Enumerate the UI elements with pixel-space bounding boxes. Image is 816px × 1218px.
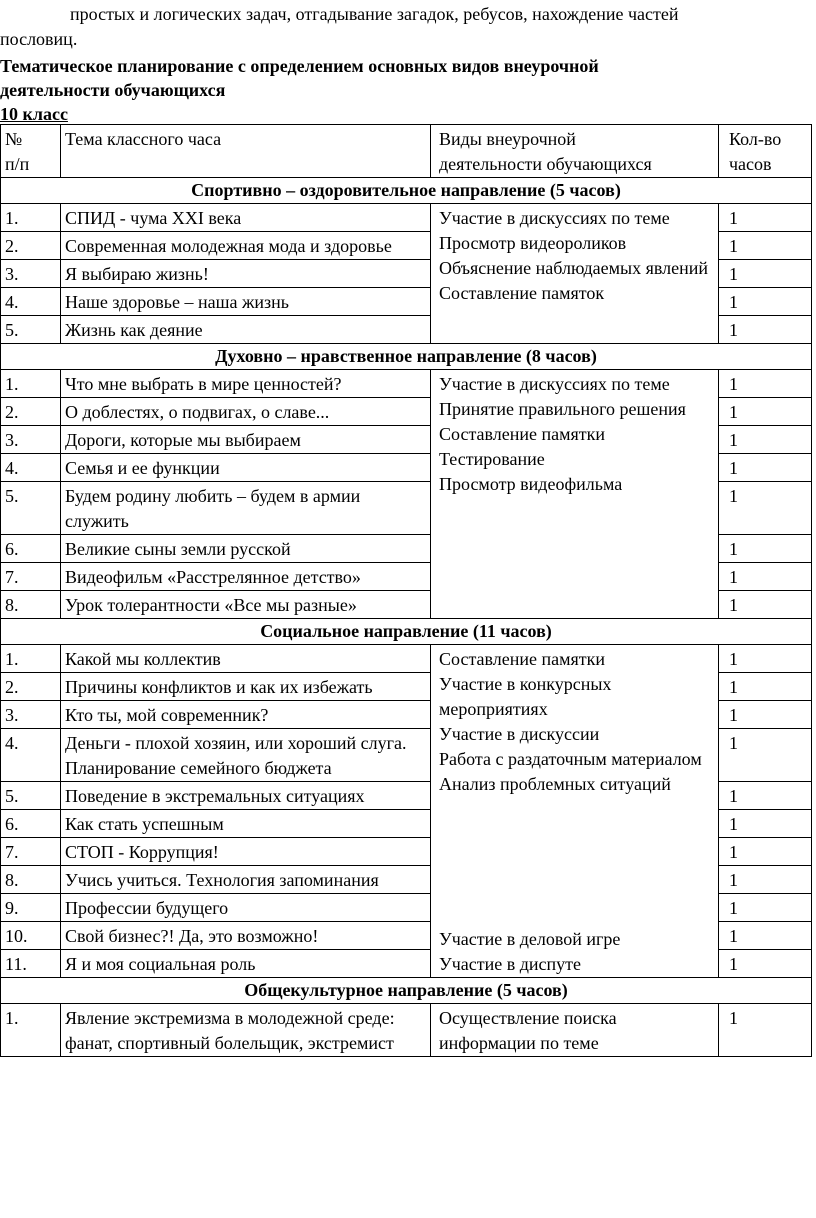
row-number: 4. [1, 729, 61, 782]
row-hours: 1 [719, 426, 812, 454]
row-number: 3. [1, 260, 61, 288]
activity-item: Составление памятки [439, 649, 606, 669]
row-number: 6. [1, 810, 61, 838]
row-hours: 1 [719, 591, 812, 619]
activity-item: Просмотр видеороликов [439, 233, 627, 253]
row-number: 6. [1, 535, 61, 563]
activity-item: Тестирование [439, 449, 545, 469]
row-hours: 1 [719, 673, 812, 701]
row-hours: 1 [719, 563, 812, 591]
row-number: 9. [1, 894, 61, 922]
header-hours: Кол-во часов [719, 125, 812, 178]
row-hours: 1 [719, 454, 812, 482]
row-number: 8. [1, 591, 61, 619]
row-hours: 1 [719, 260, 812, 288]
activity-list [439, 647, 714, 977]
row-topic: Кто ты, мой современник? [61, 701, 431, 729]
activity-item: Принятие правильного решения [439, 399, 686, 419]
activity-list [439, 206, 714, 306]
intro-line-1: простых и логических задач, отгадывание загадок, ребусов, нахождение частей [70, 4, 679, 24]
row-number: 2. [1, 232, 61, 260]
row-topic: Как стать успешным [61, 810, 431, 838]
activity-item: Анализ проблемных ситуаций [439, 774, 671, 794]
section-row [1, 619, 812, 645]
row-topic: Жизнь как деяние [61, 316, 431, 344]
row-topic: Дороги, которые мы выбираем [61, 426, 431, 454]
row-number: 2. [1, 673, 61, 701]
row-hours: 1 [719, 810, 812, 838]
row-number: 5. [1, 316, 61, 344]
activity-item: Участие в дискуссиях по теме [439, 208, 670, 228]
planning-table [0, 124, 812, 1057]
heading-line-1: Тематическое планирование с определением основных видов внеурочной [0, 56, 599, 76]
row-hours: 1 [719, 950, 812, 978]
row-topic: Я выбираю жизнь! [61, 260, 431, 288]
activity-item: Составление памятки [439, 424, 606, 444]
section-title: Спортивно – оздоровительное направление (5 часов) [1, 178, 812, 204]
activity-item: Просмотр видеофильма [439, 474, 623, 494]
row-topic: Урок толерантности «Все мы разные» [61, 591, 431, 619]
row-topic: Деньги - плохой хозяин, или хороший слуга. Планирование семейного бюджета [61, 729, 431, 782]
row-hours: 1 [719, 370, 812, 398]
row-topic: Современная молодежная мода и здоровье [61, 232, 431, 260]
table-row [1, 1004, 812, 1057]
row-hours: 1 [719, 535, 812, 563]
row-number: 3. [1, 701, 61, 729]
row-number: 7. [1, 563, 61, 591]
heading-line-2: деятельности обучающихся [0, 80, 226, 100]
activity-spacer [439, 797, 714, 927]
row-topic: Поведение в экстремальных ситуациях [61, 782, 431, 810]
activity-cell [431, 1004, 719, 1057]
row-hours: 1 [719, 782, 812, 810]
row-hours: 1 [719, 482, 812, 535]
row-number: 3. [1, 426, 61, 454]
table-header-row [1, 125, 812, 178]
section-row [1, 344, 812, 370]
section-row [1, 178, 812, 204]
activity-item: Работа с раздаточным материалом [439, 749, 702, 769]
row-hours: 1 [719, 701, 812, 729]
header-num: № п/п [1, 125, 61, 178]
activity-list [439, 372, 714, 497]
row-hours: 1 [719, 645, 812, 673]
row-topic: Наше здоровье – наша жизнь [61, 288, 431, 316]
activity-list [439, 1006, 714, 1056]
activity-cell [431, 645, 719, 978]
row-number: 8. [1, 866, 61, 894]
intro-paragraph [0, 2, 816, 52]
row-number: 1. [1, 645, 61, 673]
row-hours: 1 [719, 232, 812, 260]
row-topic: Я и моя социальная роль [61, 950, 431, 978]
row-number: 4. [1, 288, 61, 316]
header-activity: Виды внеурочной деятельности обучающихся [431, 125, 719, 178]
row-topic: Профессии будущего [61, 894, 431, 922]
activity-cell [431, 204, 719, 344]
row-topic: О доблестях, о подвигах, о славе... [61, 398, 431, 426]
row-number: 4. [1, 454, 61, 482]
activity-item: Участие в дискуссии [439, 724, 600, 744]
activity-item: Участие в деловой игре [439, 929, 621, 949]
activity-cell [431, 370, 719, 619]
header-topic: Тема классного часа [61, 125, 431, 178]
row-number: 1. [1, 204, 61, 232]
row-number: 5. [1, 482, 61, 535]
row-topic: СПИД - чума XXI века [61, 204, 431, 232]
row-hours: 1 [719, 316, 812, 344]
row-hours: 1 [719, 922, 812, 950]
row-number: 5. [1, 782, 61, 810]
row-hours: 1 [719, 894, 812, 922]
table-row [1, 370, 812, 398]
section-row [1, 978, 812, 1004]
row-topic: Учись учиться. Технология запоминания [61, 866, 431, 894]
row-number: 1. [1, 1004, 61, 1057]
row-hours: 1 [719, 838, 812, 866]
activity-item: Составление памяток [439, 283, 605, 303]
table-row [1, 204, 812, 232]
row-hours: 1 [719, 398, 812, 426]
intro-line-2: пословиц. [0, 29, 78, 49]
row-hours: 1 [719, 288, 812, 316]
section-title: Общекультурное направление (5 часов) [1, 978, 812, 1004]
row-number: 11. [1, 950, 61, 978]
row-topic: Великие сыны земли русской [61, 535, 431, 563]
activity-item: Участие в конкурсных мероприятиях [439, 674, 612, 719]
row-topic: Будем родину любить – будем в армии служить [61, 482, 431, 535]
row-number: 1. [1, 370, 61, 398]
section-title: Социальное направление (11 часов) [1, 619, 812, 645]
row-hours: 1 [719, 1004, 812, 1057]
row-number: 2. [1, 398, 61, 426]
row-topic: Видеофильм «Расстрелянное детство» [61, 563, 431, 591]
table-row [1, 645, 812, 673]
row-topic: Причины конфликтов и как их избежать [61, 673, 431, 701]
row-topic: Какой мы коллектив [61, 645, 431, 673]
row-number: 7. [1, 838, 61, 866]
row-topic: СТОП - Коррупция! [61, 838, 431, 866]
row-hours: 1 [719, 866, 812, 894]
activity-item: Объяснение наблюдаемых явлений [439, 258, 709, 278]
row-topic: Семья и ее функции [61, 454, 431, 482]
row-hours: 1 [719, 729, 812, 782]
grade-label: 10 класс [0, 104, 68, 124]
activity-item: Участие в диспуте [439, 954, 582, 974]
section-heading [0, 54, 816, 126]
activity-item: Участие в дискуссиях по теме [439, 374, 670, 394]
activity-item: Осуществление поиска информации по теме [439, 1008, 617, 1053]
row-topic: Явление экстремизма в молодежной среде: фанат, спортивный болельщик, экстремист [61, 1004, 431, 1057]
section-title: Духовно – нравственное направление (8 часов) [1, 344, 812, 370]
row-hours: 1 [719, 204, 812, 232]
row-number: 10. [1, 922, 61, 950]
row-topic: Что мне выбрать в мире ценностей? [61, 370, 431, 398]
row-topic: Свой бизнес?! Да, это возможно! [61, 922, 431, 950]
